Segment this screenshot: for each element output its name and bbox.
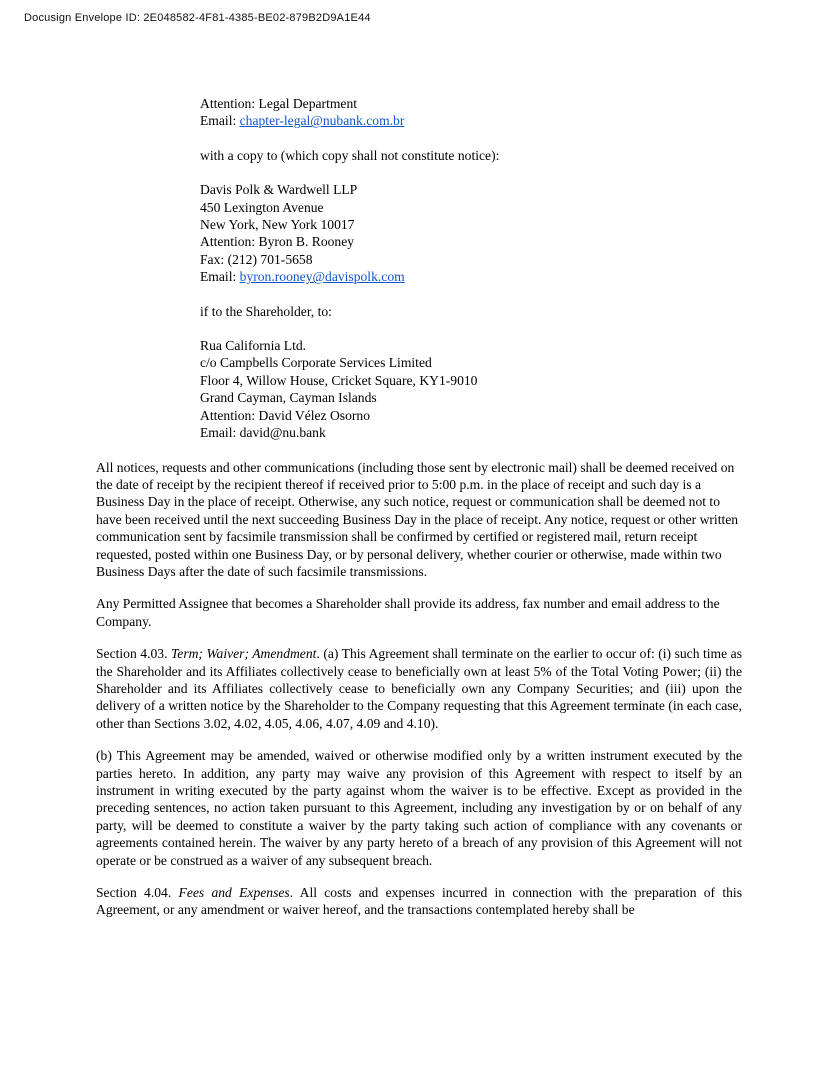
docusign-envelope-id: Docusign Envelope ID: 2E048582-4F81-4385-BE02-879B2D9A1E44 — [24, 12, 371, 24]
section-4-03-number: Section 4.03. — [96, 646, 171, 662]
section-4-03-paragraph — [96, 645, 742, 732]
shareholder-attention-line: Attention: David Vélez Osorno — [200, 407, 371, 423]
shareholder-city-line: Grand Cayman, Cayman Islands — [200, 390, 377, 406]
company-email-link[interactable]: chapter-legal@nubank.com.br — [239, 113, 405, 129]
email-label: Email: — [200, 269, 240, 285]
permitted-assignee-paragraph: Any Permitted Assignee that becomes a Shareholder shall provide its address, fax number and email address to the Company. — [96, 596, 720, 629]
law-firm-attention-line: Attention: Byron B. Rooney — [200, 234, 355, 250]
law-firm-fax-line: Fax: (212) 701-5658 — [200, 251, 313, 267]
notices-paragraph: All notices, requests and other communications (including those sent by electronic mail) shall be deemed received on the date of receipt by the recipient thereof if received prior to 5:00 p.m. in the place of receipt and such day is a Business Day in the place of receipt. Otherwise, any such notice, request or communication shall be deemed not to have been received until the next succeeding Business Day in the place of receipt. Any notice, request or other written communication sent by facsimile transmission shall be confirmed by certified or registered mail, return receipt requested, posted within one Business Day, or by personal delivery, whether courier or otherwise, made within two Business Days after the date of such facsimile transmissions. — [96, 459, 739, 579]
document-page — [96, 0, 742, 919]
shareholder-intro-line: if to the Shareholder, to: — [200, 303, 332, 319]
section-4-04-title: Fees and Expenses — [178, 885, 290, 901]
law-firm-email-line — [200, 268, 742, 285]
law-firm-street-line: 450 Lexington Avenue — [200, 199, 324, 215]
amendment-waiver-paragraph: (b) This Agreement may be amended, waived or otherwise modified only by a written instrument executed by the parties hereto. In addition, any party may waive any provision of this Agreement with respect to itself by an instrument in writing executed by the party against whom the waiver is to be effective. Except as provided in the preceding sentences, no action taken pursuant to this Agreement, including any investigation by or on behalf of any party, will be deemed to constitute a waiver by the party taking such action of compliance with any covenants or agreements contained herein. The waiver by any party hereto of a breach of any provision of this Agreement will not operate or be construed as a waiver of any subsequent breach. — [96, 748, 742, 868]
shareholder-name-line: Rua California Ltd. — [200, 338, 307, 354]
section-4-03-title: Term; Waiver; Amendment — [170, 646, 317, 662]
company-contact-block — [200, 95, 742, 130]
shareholder-email-line: Email: david@nu.bank — [200, 425, 326, 441]
email-label: Email: — [200, 113, 240, 129]
section-4-04-body: . All costs and expenses incurred in connection with the preparation of this Agreement, or any amendment or waiver hereof, and the transactions contemplated hereby shall be — [96, 885, 743, 918]
law-firm-email-link[interactable]: byron.rooney@davispolk.com — [239, 269, 405, 285]
law-firm-name-line: Davis Polk & Wardwell LLP — [200, 182, 358, 198]
section-4-04-paragraph — [96, 884, 742, 919]
section-4-04-number: Section 4.04. — [96, 885, 179, 901]
company-email-line — [200, 112, 742, 129]
copy-note-line: with a copy to (which copy shall not constitute notice): — [200, 147, 500, 163]
company-attention-line: Attention: Legal Department — [200, 96, 358, 111]
shareholder-address-block — [200, 337, 742, 441]
shareholder-co-line: c/o Campbells Corporate Services Limited — [200, 355, 432, 371]
law-firm-address-block — [200, 181, 742, 285]
law-firm-city-line: New York, New York 10017 — [200, 217, 355, 233]
section-4-03-body: . (a) This Agreement shall terminate on the earlier to occur of: (i) such time as the Shareholder and its Affiliates collectively cease to beneficially own at least 5% of the Total Voting Power; (ii) the Shareholder and its Affiliates collectively cease to beneficially own any Company Securities; and (iii) upon the delivery of a written notice by the Shareholder to the Company requesting that this Agreement terminate (in each case, other than Sections 3.02, 4.02, 4.05, 4.06, 4.07, 4.09 and 4.10). — [96, 646, 742, 731]
notice-address-block — [200, 95, 742, 442]
shareholder-street-line: Floor 4, Willow House, Cricket Square, KY1-9010 — [200, 372, 478, 388]
